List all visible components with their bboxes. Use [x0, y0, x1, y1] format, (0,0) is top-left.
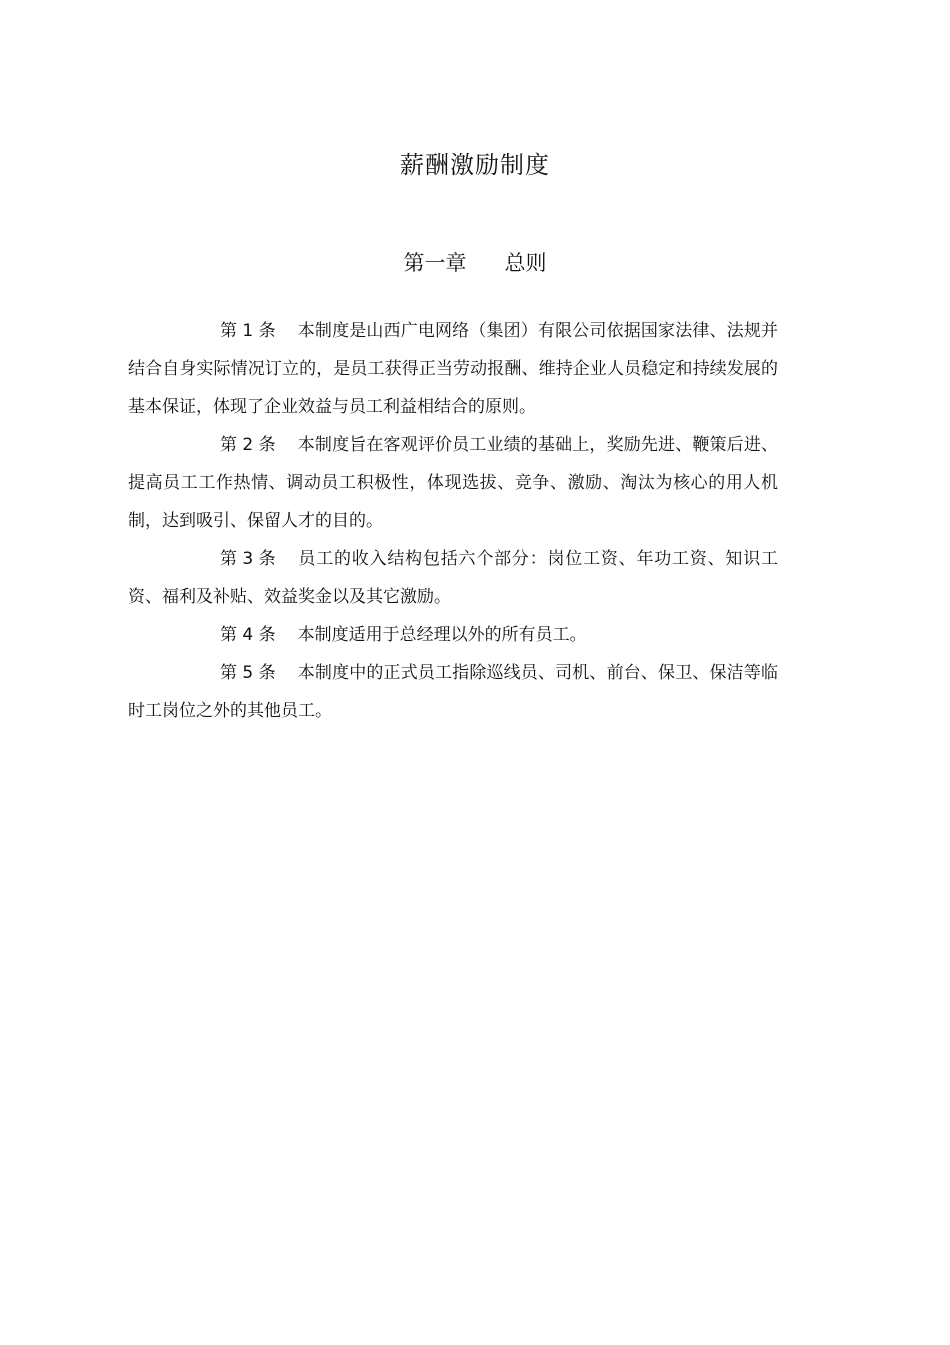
article-text: 员工的收入结构包括六个部分：岗位工资、年功工资、知识工资、福利及补贴、效益奖金以及其它激励。	[128, 549, 778, 607]
chapter-number: 第一章	[403, 251, 467, 275]
article-number: 第 5 条	[220, 663, 276, 683]
document-body	[128, 312, 778, 730]
article-text: 本制度旨在客观评价员工业绩的基础上，奖励先进、鞭策后进、提高员工工作热情、调动员工积极性，体现选拔、竞争、激励、淘汰为核心的用人机制，达到吸引、保留人才的目的。	[128, 435, 778, 531]
chapter-name: 总则	[504, 251, 547, 275]
article-1	[128, 312, 778, 426]
article-number: 第 1 条	[220, 321, 276, 341]
article-3	[128, 540, 778, 616]
article-5	[128, 654, 778, 730]
article-number: 第 4 条	[220, 625, 276, 645]
chapter-heading	[0, 247, 950, 279]
article-number: 第 3 条	[220, 549, 276, 569]
article-text: 本制度适用于总经理以外的所有员工。	[297, 625, 587, 645]
article-number: 第 2 条	[220, 435, 276, 455]
document-title: 薪酬激励制度	[400, 151, 550, 179]
article-text: 本制度中的正式员工指除巡线员、司机、前台、保卫、保洁等临时工岗位之外的其他员工。	[128, 663, 778, 721]
article-text: 本制度是山西广电网络（集团）有限公司依据国家法律、法规并结合自身实际情况订立的，是员工获得正当劳动报酬、维持企业人员稳定和持续发展的基本保证，体现了企业效益与员工利益相结合的原则。	[128, 321, 778, 417]
article-4	[128, 616, 778, 654]
article-2	[128, 426, 778, 540]
